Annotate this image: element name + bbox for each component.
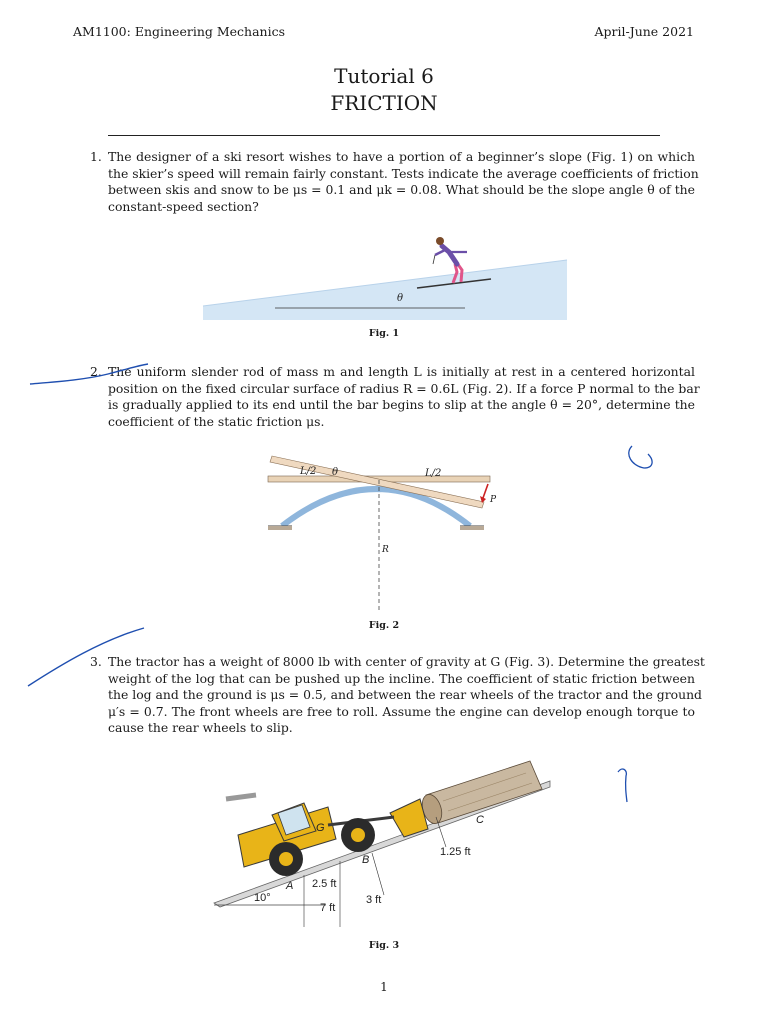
question-line: cause the rear wheels to slip. [108,720,293,736]
question-2 [90,364,700,430]
theta-label: θ [332,467,339,478]
a-label: A [286,880,294,892]
dimension-7-ft: 7 ft [320,902,336,914]
tutorial-title: Tutorial 6 [334,64,434,88]
g-label: G [316,822,325,834]
figure-2-rod-on-cylinder [262,440,512,615]
theta-label: θ [397,293,404,304]
r-label: R [382,545,389,555]
figure-3-tractor-log [208,755,558,933]
figure-1-ski-slope [195,228,580,324]
pen-annotation-stroke [24,358,164,394]
topic-title: FRICTION [330,91,438,115]
question-line: coefficient of the static friction μs. [108,413,325,429]
dimension-2-5-ft: 2.5 ft [312,878,337,890]
incline-angle-label: 10° [254,892,271,904]
question-number: 2. [90,364,102,379]
force-arrow [483,484,488,498]
snow-slope [203,260,567,320]
pen-annotation-mark [610,762,640,806]
question-line: constant-speed section? [108,198,259,214]
question-1 [90,149,699,215]
question-line: The uniform slender rod of mass m and length L is initially at rest in a centered horizontal [108,364,695,379]
pen-annotation-slash [22,622,152,692]
b-label: B [362,854,370,866]
term-header: April-June 2021 [594,24,694,39]
question-line: The tractor has a weight of 8000 lb with center of gravity at G (Fig. 3). Determine the greatest [108,654,705,669]
question-line: is gradually applied to its end until the bar begins to slip at the angle θ = 20°, determine the [108,397,695,413]
c-label: C [476,814,484,826]
question-line: position on the fixed circular surface of radius R = 0.6L (Fig. 2). If a force P normal to the bar [108,380,700,396]
p-label: P [490,495,497,505]
l-half-right-label: L/2 [425,468,442,479]
title-rule [108,135,660,136]
question-line: the log and the ground is μs = 0.5, and between the rear wheels of the tractor and the ground [108,687,702,703]
question-3 [90,654,705,737]
figure-1-caption: Fig. 1 [368,328,400,339]
page-number: 1 [380,980,388,994]
question-line: The designer of a ski resort wishes to have a portion of a beginner’s slope (Fig. 1) on which [108,149,695,164]
question-number: 3. [90,654,102,669]
figure-3-caption: Fig. 3 [368,940,400,951]
l-half-left-label: L/2 [300,466,317,477]
dimension-3-ft: 3 ft [366,894,382,906]
dimension-1-25-ft: 1.25 ft [440,846,471,858]
question-line: the skier’s speed will remain fairly constant. Tests indicate the average coefficients of friction [108,165,699,181]
question-line: between skis and snow to be μs = 0.1 and μk = 0.08. What should be the slope angle θ of the [108,182,695,198]
question-number: 1. [90,149,102,164]
course-header: AM1100: Engineering Mechanics [73,24,286,39]
question-line: weight of the log that can be pushed up the incline. The coefficient of static friction between [108,670,695,686]
question-line: μ′s = 0.7. The front wheels are free to roll. Assume the engine can develop enough torque to [108,703,695,719]
pen-annotation-squiggle [618,438,668,478]
figure-2-caption: Fig. 2 [368,620,400,631]
